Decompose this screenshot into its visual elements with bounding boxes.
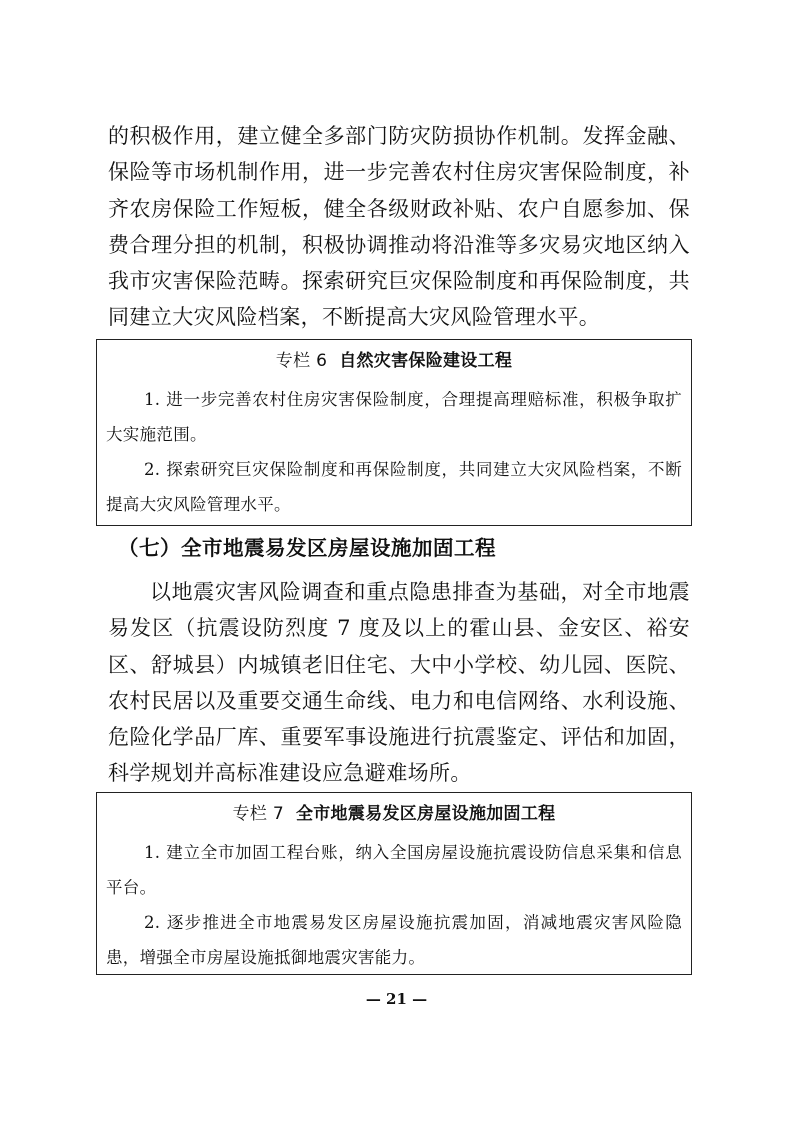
body-paragraph-earthquake: 以地震灾害风险调查和重点隐患排查为基础，对全市地震易发区（抗震设防烈度 7 度及以上的霍山县、金安区、裕安区、舒城县）内城镇老旧住宅、大中小学校、幼儿园、医院、农村民居以及重要交通生命线、电力和电信网络、水利设施、危险化学品厂库、重要军事设施进行抗震鉴定、评估和加固，科学规划并高标准建设应急避难场所。 — [108, 580, 690, 786]
column-box-6-number: 专栏 6 — [275, 351, 328, 371]
column-box-7-title — [106, 793, 682, 835]
column-box-7-heading: 全市地震易发区房屋设施加固工程 — [295, 804, 556, 824]
column-box-6-item-1: 1. 进一步完善农村住房灾害保险制度，合理提高理赔标准，积极争取扩大实施范围。 — [106, 390, 682, 444]
column-box-6-title — [106, 340, 682, 382]
section-heading: （七）全市地震易发区房屋设施加固工程 — [118, 536, 496, 560]
column-box-6 — [96, 339, 692, 526]
column-box-6-item-2: 2. 探索研究巨灾保险制度和再保险制度，共同建立大灾风险档案，不断提高大灾风险管理水平。 — [106, 460, 682, 514]
column-box-7-item-2: 2. 逐步推进全市地震易发区房屋设施抗震加固，消减地震灾害风险隐患，增强全市房屋设施抵御地震灾害能力。 — [106, 913, 682, 967]
column-box-7 — [96, 792, 692, 975]
column-box-7-item-1: 1. 建立全市加固工程台账，纳入全国房屋设施抗震设防信息采集和信息平台。 — [106, 843, 682, 897]
body-paragraph-insurance: 的积极作用，建立健全多部门防灾防损协作机制。发挥金融、保险等市场机制作用，进一步完善农村住房灾害保险制度，补齐农房保险工作短板，健全各级财政补贴、农户自愿参加、保费合理分担的机制，积极协调推动将沿淮等多灾易灾地区纳入我市灾害保险范畴。探索研究巨灾保险制度和再保险制度，共同建立大灾风险档案，不断提高大灾风险管理水平。 — [108, 124, 690, 330]
column-box-7-number: 专栏 7 — [232, 804, 284, 824]
page-number: — 21 — — [365, 990, 428, 1008]
column-box-6-heading: 自然灾害保险建设工程 — [339, 351, 513, 371]
